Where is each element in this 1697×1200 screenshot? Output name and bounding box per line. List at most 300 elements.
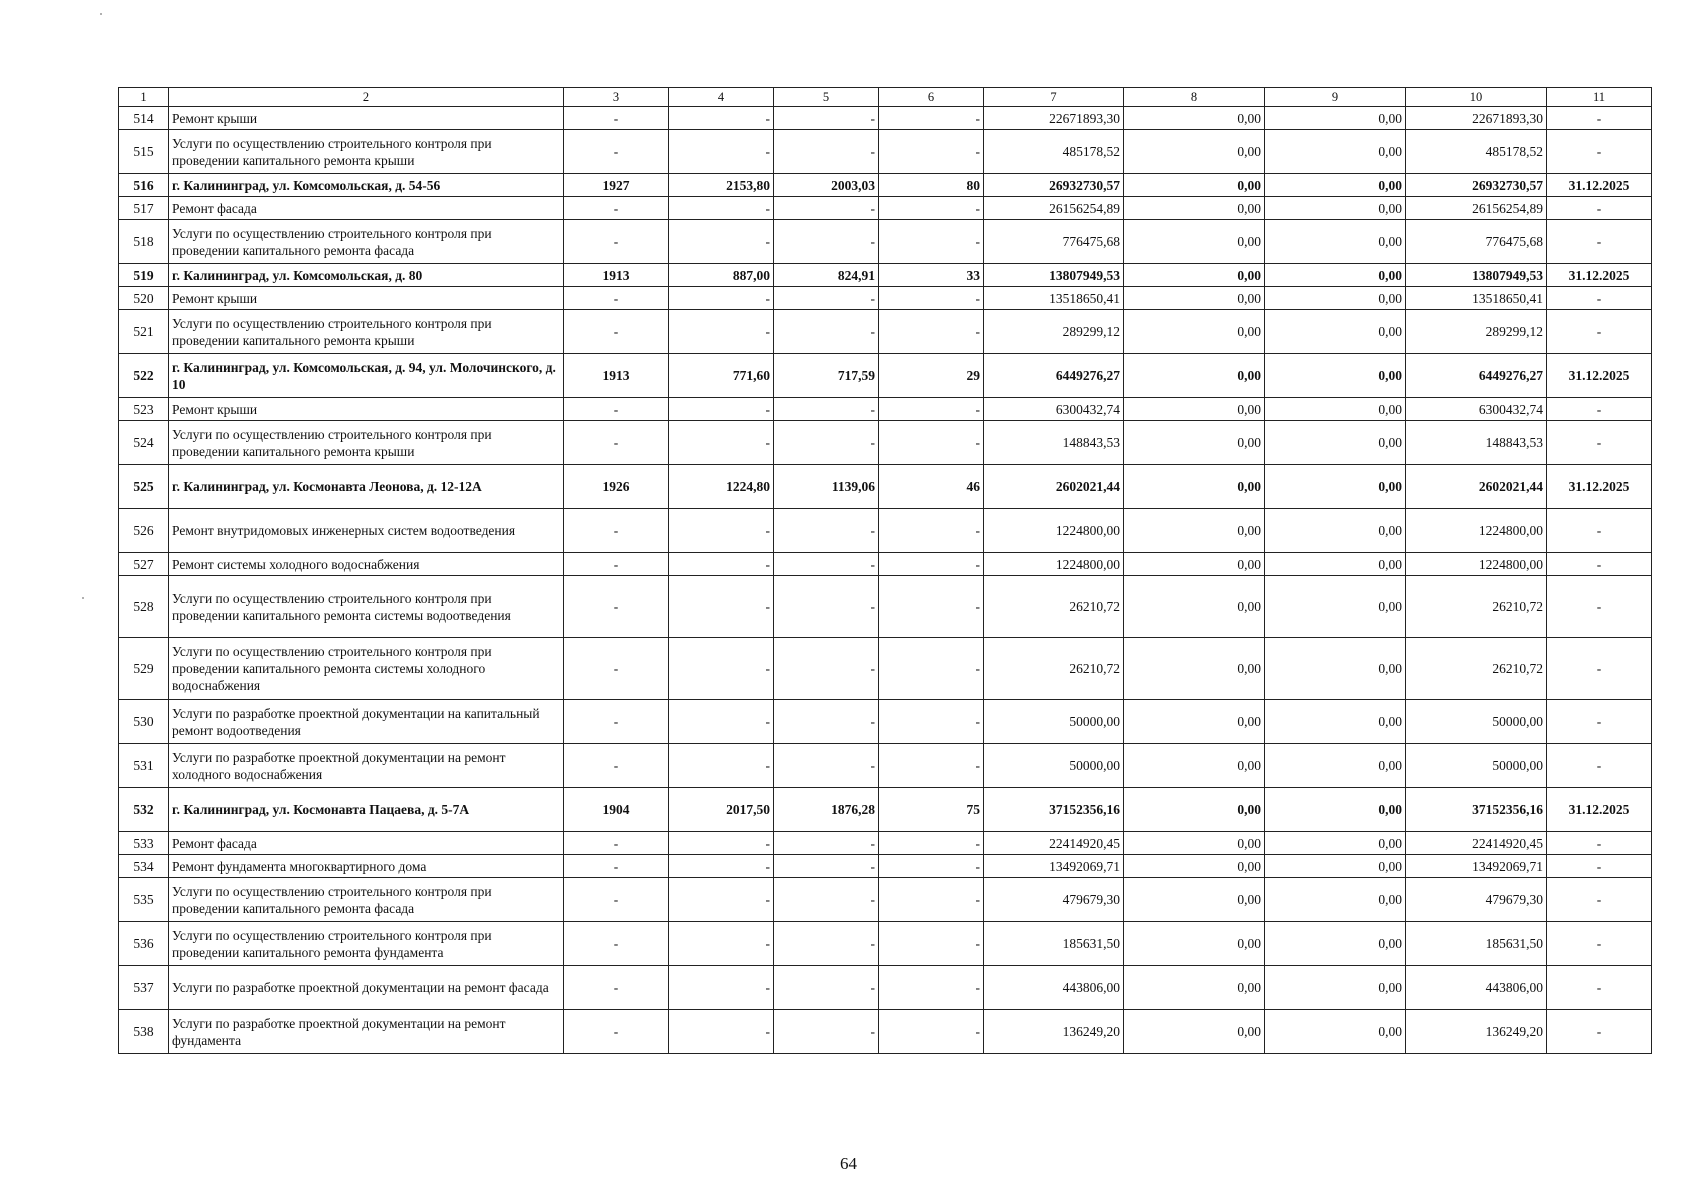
description-cell: Ремонт крыши: [169, 287, 564, 310]
row-number-cell: 525: [119, 465, 169, 509]
year-cell: -: [564, 744, 669, 788]
row-number-cell: 529: [119, 638, 169, 700]
residents-cell: -: [879, 922, 984, 966]
total-area-cell: -: [669, 107, 774, 130]
residents-cell: -: [879, 553, 984, 576]
col8-cost-cell: 0,00: [1124, 1010, 1265, 1054]
total-area-cell: -: [669, 700, 774, 744]
total-area-cell: -: [669, 855, 774, 878]
description-cell: Ремонт фасада: [169, 832, 564, 855]
total-area-cell: -: [669, 220, 774, 264]
deadline-cell: -: [1547, 878, 1652, 922]
description-cell: Услуги по осуществлению строительного контроля при проведении капитального ремонта крыши: [169, 130, 564, 174]
description-cell: Ремонт крыши: [169, 398, 564, 421]
living-area-cell: -: [774, 509, 879, 553]
total-cost-cell: 26932730,57: [984, 174, 1124, 197]
total-area-cell: -: [669, 1010, 774, 1054]
col9-cost-cell: 0,00: [1265, 264, 1406, 287]
fund-cost-cell: 776475,68: [1406, 220, 1547, 264]
deadline-cell: -: [1547, 744, 1652, 788]
residents-cell: 29: [879, 354, 984, 398]
description-cell: г. Калининград, ул. Космонавта Леонова, д. 12-12А: [169, 465, 564, 509]
fund-cost-cell: 148843,53: [1406, 421, 1547, 465]
deadline-cell: 31.12.2025: [1547, 354, 1652, 398]
total-area-cell: -: [669, 197, 774, 220]
year-cell: -: [564, 832, 669, 855]
living-area-cell: -: [774, 700, 879, 744]
total-cost-cell: 148843,53: [984, 421, 1124, 465]
living-area-cell: 824,91: [774, 264, 879, 287]
column-header: 7: [984, 88, 1124, 107]
deadline-cell: -: [1547, 197, 1652, 220]
row-number-cell: 514: [119, 107, 169, 130]
residents-cell: -: [879, 398, 984, 421]
deadline-cell: -: [1547, 553, 1652, 576]
work-item-row: [119, 700, 1652, 744]
col9-cost-cell: 0,00: [1265, 421, 1406, 465]
residents-cell: -: [879, 638, 984, 700]
total-area-cell: 2017,50: [669, 788, 774, 832]
work-item-row: [119, 287, 1652, 310]
living-area-cell: -: [774, 220, 879, 264]
col8-cost-cell: 0,00: [1124, 421, 1265, 465]
col8-cost-cell: 0,00: [1124, 700, 1265, 744]
total-cost-cell: 50000,00: [984, 700, 1124, 744]
work-item-row: [119, 130, 1652, 174]
work-item-row: [119, 878, 1652, 922]
col8-cost-cell: 0,00: [1124, 465, 1265, 509]
living-area-cell: -: [774, 310, 879, 354]
deadline-cell: -: [1547, 1010, 1652, 1054]
fund-cost-cell: 289299,12: [1406, 310, 1547, 354]
col8-cost-cell: 0,00: [1124, 922, 1265, 966]
work-item-row: [119, 421, 1652, 465]
living-area-cell: -: [774, 197, 879, 220]
col8-cost-cell: 0,00: [1124, 553, 1265, 576]
residents-cell: -: [879, 700, 984, 744]
row-number-cell: 518: [119, 220, 169, 264]
fund-cost-cell: 479679,30: [1406, 878, 1547, 922]
year-cell: -: [564, 130, 669, 174]
row-number-cell: 517: [119, 197, 169, 220]
description-cell: Ремонт внутридомовых инженерных систем водоотведения: [169, 509, 564, 553]
deadline-cell: -: [1547, 576, 1652, 638]
description-cell: Услуги по разработке проектной документации на ремонт фасада: [169, 966, 564, 1010]
column-header: 8: [1124, 88, 1265, 107]
total-cost-cell: 22671893,30: [984, 107, 1124, 130]
residents-cell: -: [879, 509, 984, 553]
residents-cell: -: [879, 107, 984, 130]
address-row: [119, 354, 1652, 398]
row-number-cell: 530: [119, 700, 169, 744]
fund-cost-cell: 185631,50: [1406, 922, 1547, 966]
fund-cost-cell: 443806,00: [1406, 966, 1547, 1010]
description-cell: Услуги по осуществлению строительного контроля при проведении капитального ремонта крыши: [169, 421, 564, 465]
col9-cost-cell: 0,00: [1265, 788, 1406, 832]
living-area-cell: 2003,03: [774, 174, 879, 197]
row-number-cell: 536: [119, 922, 169, 966]
total-cost-cell: 136249,20: [984, 1010, 1124, 1054]
col8-cost-cell: 0,00: [1124, 310, 1265, 354]
col8-cost-cell: 0,00: [1124, 576, 1265, 638]
year-cell: -: [564, 700, 669, 744]
fund-cost-cell: 6300432,74: [1406, 398, 1547, 421]
scan-speck: [100, 13, 102, 15]
fund-cost-cell: 6449276,27: [1406, 354, 1547, 398]
total-area-cell: -: [669, 421, 774, 465]
column-header: 4: [669, 88, 774, 107]
work-item-row: [119, 1010, 1652, 1054]
fund-cost-cell: 1224800,00: [1406, 553, 1547, 576]
year-cell: -: [564, 922, 669, 966]
living-area-cell: 717,59: [774, 354, 879, 398]
capital-repair-table: [118, 87, 1652, 1054]
total-cost-cell: 479679,30: [984, 878, 1124, 922]
row-number-cell: 516: [119, 174, 169, 197]
column-header: 3: [564, 88, 669, 107]
col8-cost-cell: 0,00: [1124, 855, 1265, 878]
total-area-cell: -: [669, 744, 774, 788]
total-cost-cell: 776475,68: [984, 220, 1124, 264]
col9-cost-cell: 0,00: [1265, 553, 1406, 576]
row-number-cell: 534: [119, 855, 169, 878]
description-cell: Услуги по осуществлению строительного контроля при проведении капитального ремонта фасада: [169, 220, 564, 264]
residents-cell: 75: [879, 788, 984, 832]
col9-cost-cell: 0,00: [1265, 130, 1406, 174]
address-row: [119, 788, 1652, 832]
residents-cell: -: [879, 197, 984, 220]
living-area-cell: -: [774, 1010, 879, 1054]
col9-cost-cell: 0,00: [1265, 398, 1406, 421]
col8-cost-cell: 0,00: [1124, 966, 1265, 1010]
fund-cost-cell: 26932730,57: [1406, 174, 1547, 197]
col9-cost-cell: 0,00: [1265, 310, 1406, 354]
row-number-cell: 526: [119, 509, 169, 553]
living-area-cell: -: [774, 107, 879, 130]
residents-cell: -: [879, 832, 984, 855]
total-area-cell: 887,00: [669, 264, 774, 287]
fund-cost-cell: 13518650,41: [1406, 287, 1547, 310]
work-item-row: [119, 398, 1652, 421]
row-number-cell: 528: [119, 576, 169, 638]
total-area-cell: -: [669, 553, 774, 576]
column-header: 11: [1547, 88, 1652, 107]
year-cell: -: [564, 1010, 669, 1054]
fund-cost-cell: 22671893,30: [1406, 107, 1547, 130]
address-row: [119, 174, 1652, 197]
table-body: [119, 107, 1652, 1054]
year-cell: -: [564, 398, 669, 421]
living-area-cell: -: [774, 966, 879, 1010]
description-cell: Услуги по разработке проектной документации на ремонт холодного водоснабжения: [169, 744, 564, 788]
living-area-cell: -: [774, 421, 879, 465]
total-cost-cell: 37152356,16: [984, 788, 1124, 832]
fund-cost-cell: 50000,00: [1406, 744, 1547, 788]
col8-cost-cell: 0,00: [1124, 832, 1265, 855]
total-cost-cell: 26210,72: [984, 638, 1124, 700]
deadline-cell: -: [1547, 398, 1652, 421]
deadline-cell: -: [1547, 922, 1652, 966]
col9-cost-cell: 0,00: [1265, 197, 1406, 220]
residents-cell: -: [879, 855, 984, 878]
row-number-cell: 519: [119, 264, 169, 287]
fund-cost-cell: 2602021,44: [1406, 465, 1547, 509]
work-item-row: [119, 310, 1652, 354]
description-cell: Услуги по разработке проектной документации на капитальный ремонт водоотведения: [169, 700, 564, 744]
year-cell: -: [564, 855, 669, 878]
living-area-cell: -: [774, 638, 879, 700]
deadline-cell: -: [1547, 310, 1652, 354]
year-cell: -: [564, 638, 669, 700]
row-number-cell: 532: [119, 788, 169, 832]
description-cell: Ремонт крыши: [169, 107, 564, 130]
year-cell: 1927: [564, 174, 669, 197]
total-cost-cell: 50000,00: [984, 744, 1124, 788]
deadline-cell: -: [1547, 966, 1652, 1010]
fund-cost-cell: 26156254,89: [1406, 197, 1547, 220]
total-area-cell: -: [669, 509, 774, 553]
residents-cell: -: [879, 576, 984, 638]
col8-cost-cell: 0,00: [1124, 744, 1265, 788]
living-area-cell: -: [774, 398, 879, 421]
residents-cell: -: [879, 220, 984, 264]
living-area-cell: -: [774, 576, 879, 638]
scan-speck: [82, 597, 84, 599]
fund-cost-cell: 50000,00: [1406, 700, 1547, 744]
deadline-cell: -: [1547, 638, 1652, 700]
work-item-row: [119, 638, 1652, 700]
row-number-cell: 527: [119, 553, 169, 576]
year-cell: -: [564, 576, 669, 638]
description-cell: г. Калининград, ул. Комсомольская, д. 54-56: [169, 174, 564, 197]
total-area-cell: -: [669, 310, 774, 354]
col8-cost-cell: 0,00: [1124, 264, 1265, 287]
row-number-cell: 521: [119, 310, 169, 354]
total-area-cell: -: [669, 966, 774, 1010]
col9-cost-cell: 0,00: [1265, 107, 1406, 130]
deadline-cell: -: [1547, 509, 1652, 553]
deadline-cell: 31.12.2025: [1547, 174, 1652, 197]
deadline-cell: 31.12.2025: [1547, 264, 1652, 287]
total-cost-cell: 13492069,71: [984, 855, 1124, 878]
page-number: 64: [840, 1154, 857, 1173]
deadline-cell: -: [1547, 832, 1652, 855]
total-cost-cell: 26210,72: [984, 576, 1124, 638]
total-cost-cell: 185631,50: [984, 922, 1124, 966]
year-cell: -: [564, 310, 669, 354]
col8-cost-cell: 0,00: [1124, 638, 1265, 700]
col8-cost-cell: 0,00: [1124, 130, 1265, 174]
description-cell: Услуги по осуществлению строительного контроля при проведении капитального ремонта крыши: [169, 310, 564, 354]
col9-cost-cell: 0,00: [1265, 465, 1406, 509]
year-cell: 1913: [564, 264, 669, 287]
fund-cost-cell: 1224800,00: [1406, 509, 1547, 553]
deadline-cell: -: [1547, 107, 1652, 130]
row-number-cell: 531: [119, 744, 169, 788]
fund-cost-cell: 26210,72: [1406, 638, 1547, 700]
fund-cost-cell: 37152356,16: [1406, 788, 1547, 832]
total-area-cell: -: [669, 130, 774, 174]
residents-cell: -: [879, 287, 984, 310]
fund-cost-cell: 26210,72: [1406, 576, 1547, 638]
description-cell: Ремонт системы холодного водоснабжения: [169, 553, 564, 576]
living-area-cell: -: [774, 922, 879, 966]
total-area-cell: 1224,80: [669, 465, 774, 509]
fund-cost-cell: 13807949,53: [1406, 264, 1547, 287]
deadline-cell: -: [1547, 220, 1652, 264]
residents-cell: -: [879, 1010, 984, 1054]
year-cell: -: [564, 553, 669, 576]
description-cell: Ремонт фасада: [169, 197, 564, 220]
living-area-cell: 1876,28: [774, 788, 879, 832]
row-number-cell: 524: [119, 421, 169, 465]
fund-cost-cell: 136249,20: [1406, 1010, 1547, 1054]
row-number-cell: 520: [119, 287, 169, 310]
col9-cost-cell: 0,00: [1265, 576, 1406, 638]
fund-cost-cell: 13492069,71: [1406, 855, 1547, 878]
col9-cost-cell: 0,00: [1265, 287, 1406, 310]
col8-cost-cell: 0,00: [1124, 509, 1265, 553]
col9-cost-cell: 0,00: [1265, 174, 1406, 197]
deadline-cell: -: [1547, 287, 1652, 310]
total-area-cell: -: [669, 398, 774, 421]
col9-cost-cell: 0,00: [1265, 966, 1406, 1010]
work-item-row: [119, 744, 1652, 788]
deadline-cell: -: [1547, 421, 1652, 465]
work-item-row: [119, 966, 1652, 1010]
col8-cost-cell: 0,00: [1124, 354, 1265, 398]
work-item-row: [119, 197, 1652, 220]
col9-cost-cell: 0,00: [1265, 220, 1406, 264]
residents-cell: -: [879, 966, 984, 1010]
row-number-cell: 522: [119, 354, 169, 398]
total-cost-cell: 26156254,89: [984, 197, 1124, 220]
total-area-cell: -: [669, 878, 774, 922]
col8-cost-cell: 0,00: [1124, 220, 1265, 264]
total-cost-cell: 6300432,74: [984, 398, 1124, 421]
residents-cell: -: [879, 310, 984, 354]
year-cell: 1904: [564, 788, 669, 832]
living-area-cell: -: [774, 878, 879, 922]
total-cost-cell: 289299,12: [984, 310, 1124, 354]
total-cost-cell: 2602021,44: [984, 465, 1124, 509]
fund-cost-cell: 485178,52: [1406, 130, 1547, 174]
total-area-cell: -: [669, 922, 774, 966]
living-area-cell: -: [774, 855, 879, 878]
year-cell: -: [564, 421, 669, 465]
living-area-cell: -: [774, 744, 879, 788]
description-cell: г. Калининград, ул. Комсомольская, д. 80: [169, 264, 564, 287]
total-cost-cell: 6449276,27: [984, 354, 1124, 398]
description-cell: Услуги по разработке проектной документации на ремонт фундамента: [169, 1010, 564, 1054]
year-cell: -: [564, 966, 669, 1010]
residents-cell: 33: [879, 264, 984, 287]
total-area-cell: -: [669, 287, 774, 310]
living-area-cell: -: [774, 287, 879, 310]
col8-cost-cell: 0,00: [1124, 174, 1265, 197]
year-cell: -: [564, 878, 669, 922]
residents-cell: -: [879, 130, 984, 174]
total-area-cell: -: [669, 832, 774, 855]
living-area-cell: -: [774, 553, 879, 576]
col8-cost-cell: 0,00: [1124, 197, 1265, 220]
row-number-cell: 537: [119, 966, 169, 1010]
deadline-cell: -: [1547, 855, 1652, 878]
residents-cell: -: [879, 421, 984, 465]
year-cell: -: [564, 287, 669, 310]
total-area-cell: 771,60: [669, 354, 774, 398]
column-header: 9: [1265, 88, 1406, 107]
residents-cell: -: [879, 878, 984, 922]
work-item-row: [119, 553, 1652, 576]
col9-cost-cell: 0,00: [1265, 1010, 1406, 1054]
row-number-cell: 535: [119, 878, 169, 922]
work-item-row: [119, 576, 1652, 638]
work-item-row: [119, 922, 1652, 966]
col9-cost-cell: 0,00: [1265, 922, 1406, 966]
col9-cost-cell: 0,00: [1265, 509, 1406, 553]
work-item-row: [119, 107, 1652, 130]
total-cost-cell: 1224800,00: [984, 553, 1124, 576]
year-cell: -: [564, 509, 669, 553]
col9-cost-cell: 0,00: [1265, 354, 1406, 398]
row-number-cell: 523: [119, 398, 169, 421]
description-cell: г. Калининград, ул. Космонавта Пацаева, д. 5-7А: [169, 788, 564, 832]
total-area-cell: -: [669, 638, 774, 700]
year-cell: 1926: [564, 465, 669, 509]
col8-cost-cell: 0,00: [1124, 287, 1265, 310]
living-area-cell: -: [774, 832, 879, 855]
living-area-cell: 1139,06: [774, 465, 879, 509]
col9-cost-cell: 0,00: [1265, 878, 1406, 922]
description-cell: Услуги по осуществлению строительного контроля при проведении капитального ремонта фасада: [169, 878, 564, 922]
work-item-row: [119, 832, 1652, 855]
year-cell: 1913: [564, 354, 669, 398]
col9-cost-cell: 0,00: [1265, 638, 1406, 700]
address-row: [119, 465, 1652, 509]
year-cell: -: [564, 197, 669, 220]
total-cost-cell: 13807949,53: [984, 264, 1124, 287]
col8-cost-cell: 0,00: [1124, 398, 1265, 421]
col9-cost-cell: 0,00: [1265, 700, 1406, 744]
column-number-header-row: [119, 88, 1652, 107]
total-cost-cell: 22414920,45: [984, 832, 1124, 855]
column-header: 1: [119, 88, 169, 107]
total-area-cell: 2153,80: [669, 174, 774, 197]
column-header: 10: [1406, 88, 1547, 107]
deadline-cell: 31.12.2025: [1547, 465, 1652, 509]
col9-cost-cell: 0,00: [1265, 744, 1406, 788]
column-header: 6: [879, 88, 984, 107]
col9-cost-cell: 0,00: [1265, 855, 1406, 878]
row-number-cell: 515: [119, 130, 169, 174]
description-cell: Услуги по осуществлению строительного контроля при проведении капитального ремонта системы водоотведения: [169, 576, 564, 638]
residents-cell: 46: [879, 465, 984, 509]
col8-cost-cell: 0,00: [1124, 878, 1265, 922]
description-cell: г. Калининград, ул. Комсомольская, д. 94, ул. Молочинского, д. 10: [169, 354, 564, 398]
column-header: 5: [774, 88, 879, 107]
deadline-cell: -: [1547, 130, 1652, 174]
total-cost-cell: 13518650,41: [984, 287, 1124, 310]
residents-cell: 80: [879, 174, 984, 197]
total-cost-cell: 485178,52: [984, 130, 1124, 174]
col8-cost-cell: 0,00: [1124, 107, 1265, 130]
work-item-row: [119, 855, 1652, 878]
row-number-cell: 538: [119, 1010, 169, 1054]
total-cost-cell: 1224800,00: [984, 509, 1124, 553]
residents-cell: -: [879, 744, 984, 788]
work-item-row: [119, 220, 1652, 264]
